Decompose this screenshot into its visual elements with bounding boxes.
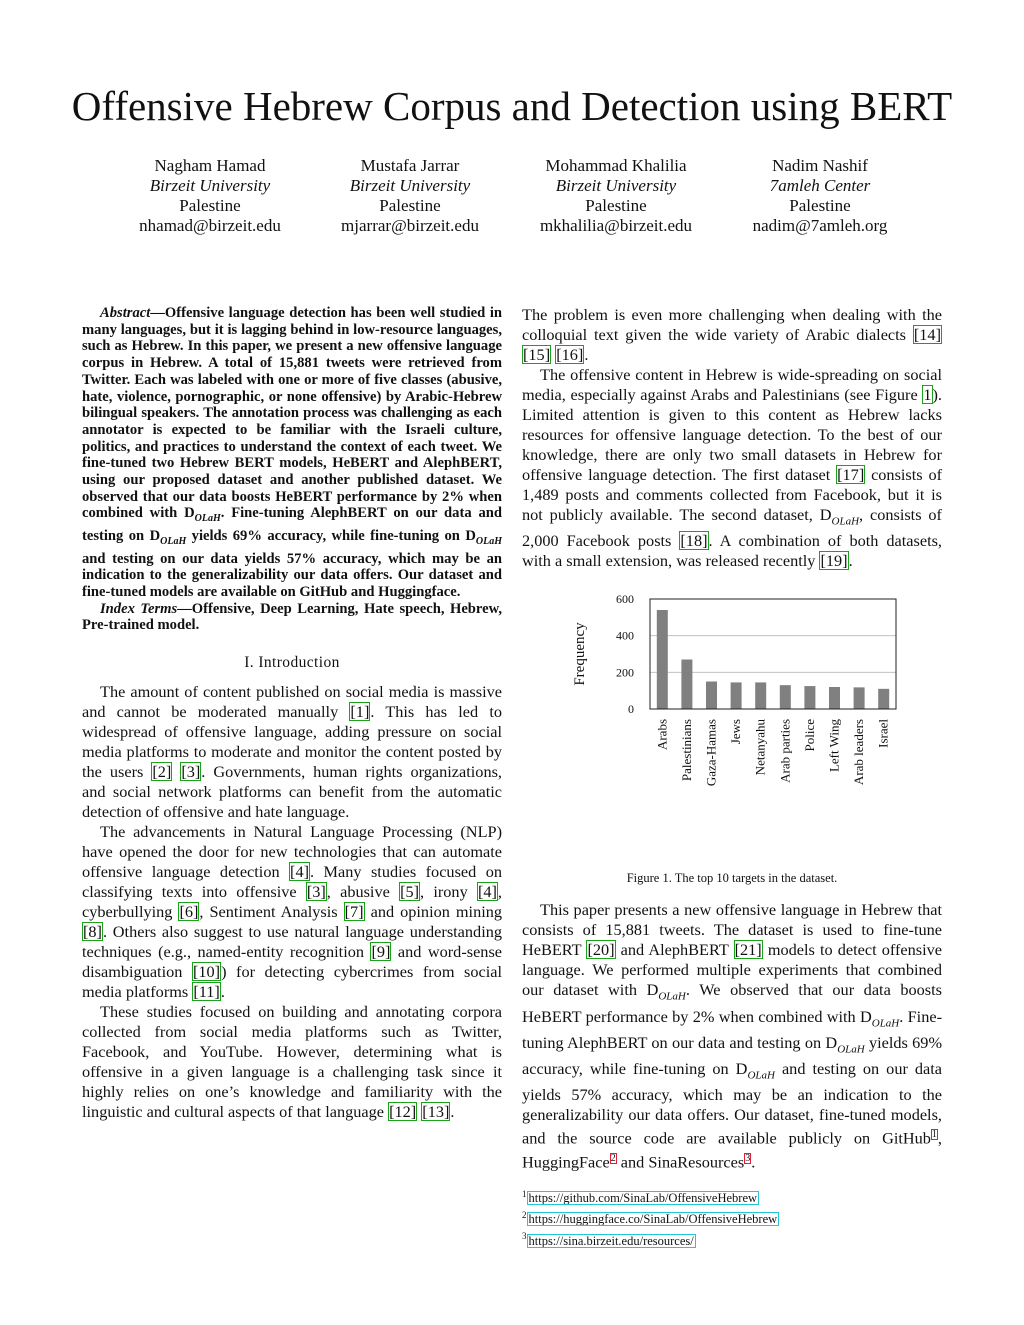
abstract: [82, 305, 502, 601]
author-email: nhamad@birzeit.edu: [139, 216, 281, 235]
intro-paragraph: This paper presents a new offensive language in Hebrew that consists of 15,881 tweets. The dataset is used to fine-tune HeBERT [20] and AlephBERT [21] models to detect offensive language. We performed multiple experiments that combined our dataset with $D_{OLaH}$. We observed that our data boosts HeBERT performance by 2% when combined with $D_{OLaH}$. Fine-tuning AlephBERT on our data and testing on $D_{OLaH}$ yields 69% accuracy, while fine-tuning on $D_{OLaH}$ and testing on our data yields 57% accuracy, which may be an indication to the generalizability our data offers. Our dataset, fine-tuned models, and the source code are available publicly on GitHub$^1$, HuggingFace$^2$ and SinaResources$^3$.: [522, 900, 943, 1172]
footnotes: [522, 1186, 942, 1249]
index-terms: [82, 601, 502, 634]
x-tick-label: Arabs: [654, 719, 670, 751]
citation-link[interactable]: [14]: [913, 325, 941, 344]
subscript: OLaH: [194, 513, 221, 525]
citation-link[interactable]: [4]: [290, 862, 310, 882]
y-tick-label: 600: [616, 592, 634, 607]
citation-link[interactable]: [18]: [680, 531, 708, 551]
figure-link[interactable]: 1: [923, 385, 932, 404]
index-terms-text: —Offensive, Deep Learning, Hate speech, Hebrew, Pre-trained model.: [82, 600, 503, 634]
subscript: OLaH: [837, 1043, 865, 1055]
author-block: [100, 156, 320, 236]
author-affiliation: Birzeit University: [555, 176, 677, 195]
left-column: [82, 305, 502, 1122]
citation-link[interactable]: [4]: [477, 882, 497, 902]
author-affiliation: 7amleh Center: [769, 176, 871, 195]
x-tick-label: Netanyahu: [752, 719, 768, 776]
bar-jews: [731, 683, 742, 710]
bar-israel: [878, 689, 889, 709]
author-country: Palestine: [789, 196, 851, 215]
bar-left-wing: [829, 687, 840, 709]
index-terms-label: Index Terms: [100, 600, 178, 617]
author-email: mjarrar@birzeit.edu: [341, 216, 479, 235]
subscript: OLaH: [658, 990, 686, 1003]
subscript: OLaH: [871, 1016, 900, 1029]
author-block: [710, 156, 930, 236]
subscript: OLaH: [831, 515, 860, 528]
citation-link[interactable]: [7]: [344, 902, 364, 922]
author-name: Nadim Nashif: [772, 156, 868, 175]
citation-link[interactable]: [12]: [389, 1102, 417, 1122]
citation-link[interactable]: [2]: [152, 762, 172, 782]
author-name: Nagham Hamad: [154, 156, 266, 175]
abstract-text: —Offensive language detection has been well studied in many languages, but it is lagging behind in low-resource languages, such as Hebrew. In this paper, we present a new offensive language corpus in Hebrew. A total of 15,881 tweets were retrieved from Twitter. Each was labeled with one or more of five classes (abusive, hate, violence, pornographic, or none offensive) by Arabic-Hebrew bilingual speakers. The annotation process was challenging as each annotator is expected to be familiar with the Israeli culture, politics, and practices to understand the context of each tweet. We fine-tuned two Hebrew BERT models, HeBERT and AlephBERT, using our proposed dataset and another published dataset. We observed that our data boosts HeBERT performance by 2% when combined with D: [82, 305, 502, 522]
author-country: Palestine: [379, 196, 441, 215]
citation-link[interactable]: [3]: [181, 762, 201, 782]
citation-link[interactable]: [11]: [193, 982, 220, 1002]
author-name: Mustafa Jarrar: [360, 156, 460, 175]
y-axis-label: Frequency: [572, 622, 588, 686]
abstract-text: and testing on our data yields 57% accuracy, which may be an indication to the generalizability our data offers. Our dataset and fine-tuned models are available on GitHub and Huggingface.: [82, 550, 502, 601]
abstract-text: . Fine-tuning AlephBERT on our data and testing on D: [82, 505, 503, 545]
citation-link[interactable]: [21]: [734, 940, 762, 960]
author-block: [300, 156, 520, 236]
x-tick-label: Police: [801, 719, 817, 752]
abstract-text: yields 69% accuracy, while fine-tuning on D: [186, 528, 476, 545]
citation-link[interactable]: [6]: [179, 902, 199, 922]
intro-paragraph: The offensive content in Hebrew is wide-spreading on social media, especially against Arabs and Palestinians (see Figure 1). Limited attention is given to this content as Hebrew lacks resources for offensive language detection. To the best of our knowledge, there are only two small datasets in Hebrew for offensive language detection. The first dataset [17] consists of 1,489 posts and comments collected from Facebook, but it is not publicly available. The second dataset, $D_{OLaH}$, consists of 2,000 Facebook posts [18]. A combination of both datasets, with a small extension, was released recently [19].: [522, 365, 943, 571]
bar-gaza-hamas: [706, 682, 717, 710]
bar-arab-leaders: [854, 688, 865, 710]
section-heading: I. Introduction: [244, 654, 340, 672]
x-tick-label: Palestinians: [678, 719, 694, 782]
bar-chart: [522, 591, 942, 871]
intro-paragraph: These studies focused on building and annotating corpora collected from social media platforms such as Twitter, Facebook, and YouTube. However, determining what is offensive in a given language is a challenging task since it highly relies on one’s knowledge and familiarity with the linguistic and cultural aspects of that language [12] [13].: [82, 1002, 502, 1122]
bar-police: [804, 686, 815, 709]
x-tick-label: Left Wing: [826, 719, 842, 773]
author-email: nadim@7amleh.org: [752, 216, 888, 235]
subscript: OLaH: [160, 535, 187, 547]
citation-link[interactable]: [20]: [587, 940, 615, 960]
citation-link[interactable]: [16]: [556, 345, 584, 364]
intro-paragraph: The amount of content published on social media is massive and cannot be moderated manually [1]. This has led to widespread of offensive language, adding pressure on social media platforms to moderate and monitor the content posted by the users [2] [3]. Governments, human rights organizations, and social network platforms can benefit from the automatic detection of offensive and hate language.: [82, 682, 503, 822]
citation-link[interactable]: [15]: [523, 345, 551, 364]
author-country: Palestine: [585, 196, 647, 215]
right-column: [522, 305, 942, 1250]
author-name: Mohammad Khalilia: [545, 156, 687, 175]
footnote: $^3$ https://sina.birzeit.edu/resources/: [522, 1231, 694, 1248]
bar-arab-parties: [780, 685, 791, 709]
x-tick-label: Gaza-Hamas: [703, 719, 719, 787]
citation-link[interactable]: [19]: [820, 551, 848, 571]
bar-arabs: [657, 610, 668, 709]
bar-palestinians: [681, 660, 692, 710]
x-tick-label: Jews: [728, 719, 744, 745]
figure-1: [522, 591, 942, 871]
subscript: OLaH: [475, 535, 502, 547]
footnote-url-link[interactable]: https://github.com/SinaLab/OffensiveHebrew: [528, 1191, 758, 1206]
footnote: $^2$ https://huggingface.co/SinaLab/OffensiveHebrew: [522, 1210, 778, 1227]
citation-link[interactable]: [9]: [371, 942, 391, 962]
bar-netanyahu: [755, 683, 766, 710]
author-affiliation: Birzeit University: [349, 176, 471, 195]
citation-link[interactable]: [3]: [306, 882, 326, 902]
citation-link[interactable]: [17]: [837, 465, 865, 484]
y-tick-label: 400: [616, 628, 634, 643]
author-email: mkhalilia@birzeit.edu: [539, 216, 693, 235]
y-tick-label: 0: [628, 702, 634, 717]
y-tick-label: 200: [616, 665, 634, 680]
footnote-url-link[interactable]: https://sina.birzeit.edu/resources/: [528, 1233, 694, 1248]
citation-link[interactable]: [8]: [83, 922, 102, 942]
x-tick-label: Arab leaders: [851, 719, 867, 786]
author-block: [506, 156, 726, 236]
figure-caption: Figure 1. The top 10 targets in the dataset.: [626, 871, 838, 886]
abstract-label: Abstract: [100, 305, 151, 321]
footnote-url-link[interactable]: https://huggingface.co/SinaLab/OffensiveHebrew: [528, 1212, 778, 1227]
author-country: Palestine: [179, 196, 241, 215]
paper-title: Offensive Hebrew Corpus and Detection using BERT: [71, 83, 953, 129]
intro-paragraph: The problem is even more challenging when dealing with the colloquial text given the wide variety of Arabic dialects [14] [15] [16].: [522, 305, 942, 364]
citation-link[interactable]: [13]: [422, 1102, 450, 1122]
citation-link[interactable]: [10]: [192, 962, 221, 982]
x-tick-label: Israel: [875, 719, 891, 749]
footnote: $^1$ https://github.com/SinaLab/OffensiveHebrew: [522, 1189, 758, 1206]
footnote-link[interactable]: 1: [931, 1129, 937, 1141]
citation-link[interactable]: [1]: [350, 702, 370, 722]
author-affiliation: Birzeit University: [149, 176, 271, 195]
footnote-link[interactable]: 3: [745, 1152, 751, 1164]
footnote-link[interactable]: 2: [610, 1152, 616, 1164]
citation-link[interactable]: [5]: [400, 882, 420, 902]
subscript: OLaH: [747, 1069, 775, 1082]
x-tick-label: Arab parties: [777, 719, 793, 784]
intro-paragraph: The advancements in Natural Language Processing (NLP) have opened the door for new technologies that can automate offensive language detection [4]. Many studies focused on classifying texts into offensive [3], abusive [5], irony [4], cyberbullying [6], Sentiment Analysis [7] and opinion mining [8]. Others also suggest to use natural language understanding techniques (e.g., named-entity recognition [9] and word-sense disambiguation [10]) for detecting cybercrimes from social media platforms [11].: [82, 822, 503, 1002]
